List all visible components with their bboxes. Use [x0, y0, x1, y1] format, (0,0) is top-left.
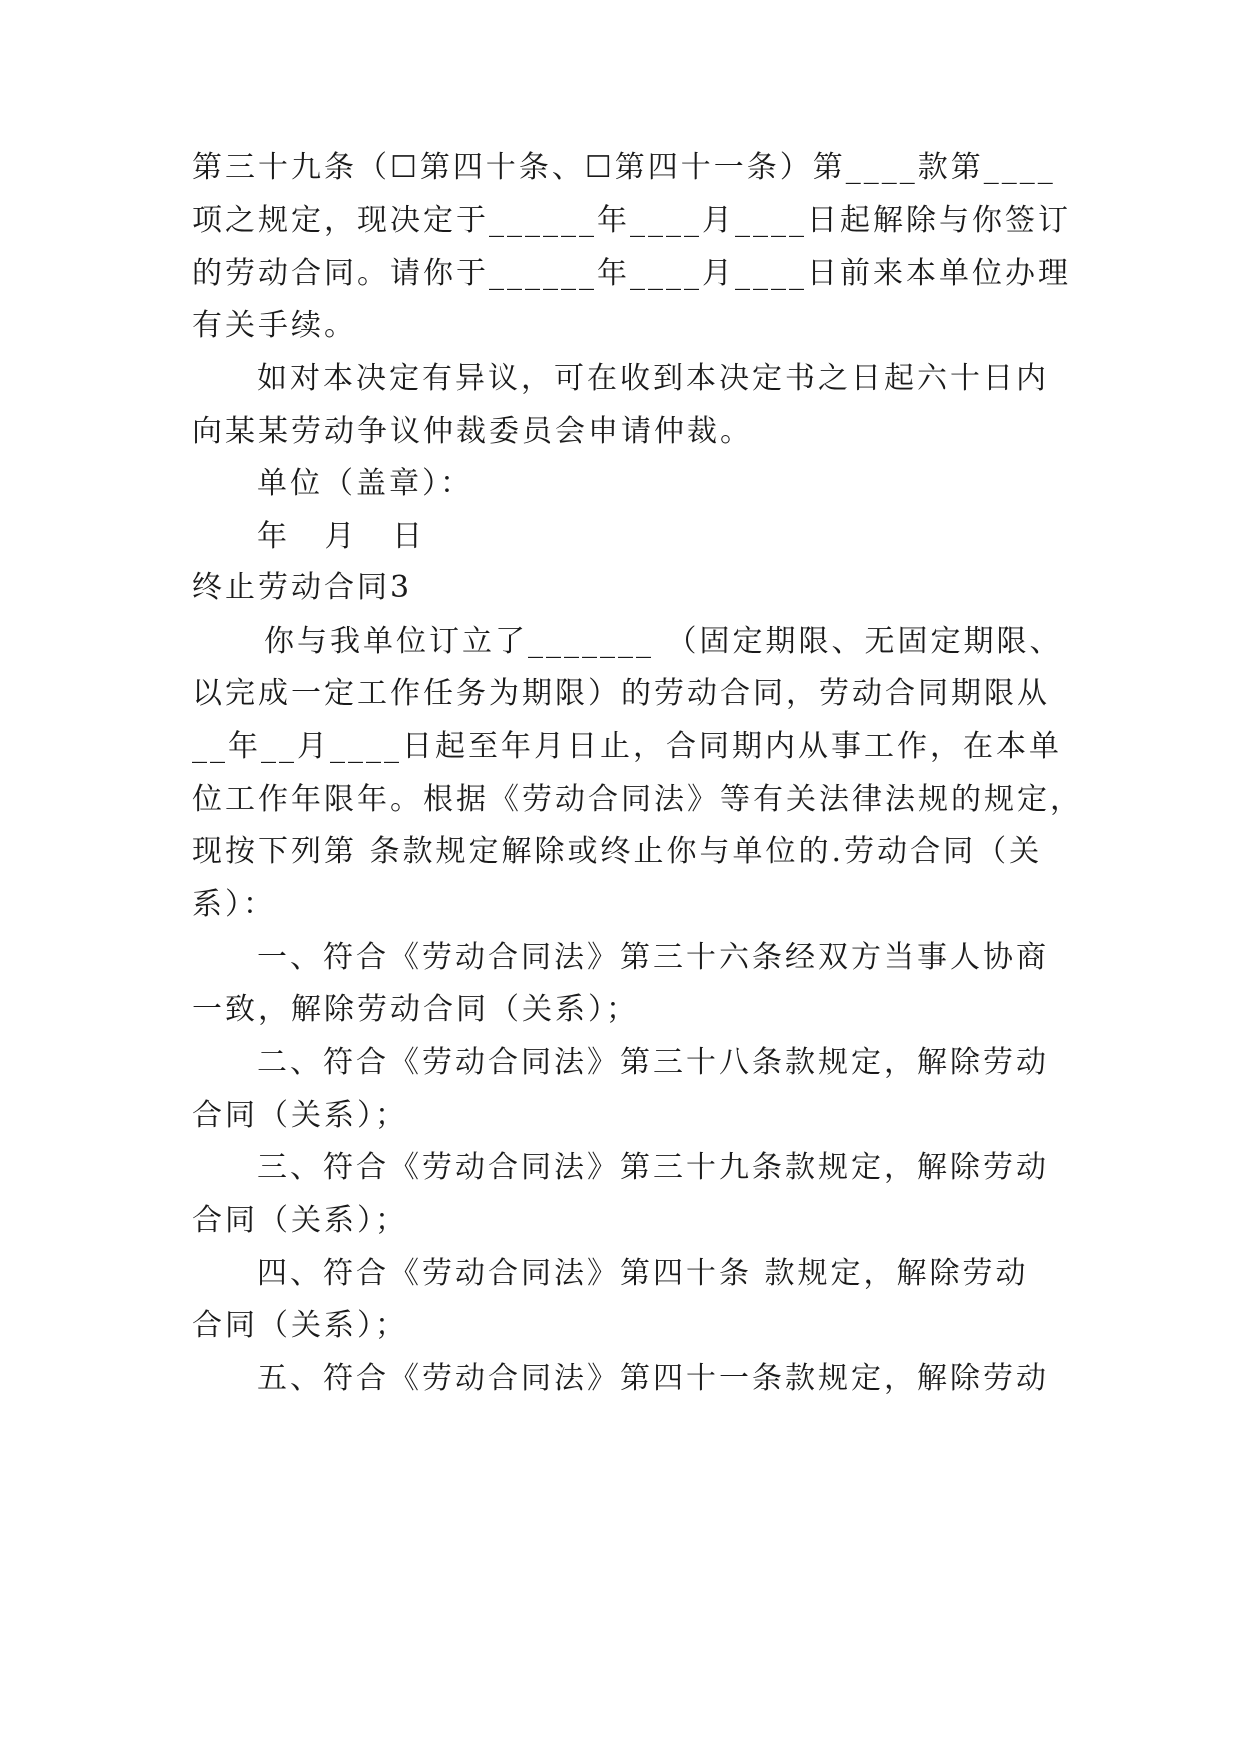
list-item: 三、符合《劳动合同法》第三十九条款规定，解除劳动	[257, 1150, 1049, 1185]
list-item: 二、符合《劳动合同法》第三十八条款规定，解除劳动	[257, 1045, 1049, 1080]
text-line: 项之规定，现决定于______年____月____日起解除与你签订	[192, 203, 1071, 238]
list-item: 四、符合《劳动合同法》第四十条 款规定，解除劳动	[257, 1256, 1029, 1291]
text-line: 有关手续。	[192, 308, 357, 343]
text-line: 合同（关系）；	[192, 1098, 408, 1133]
text-line: 你与我单位订立了_______ （固定期限、无固定期限、	[264, 624, 1063, 659]
text-line: 合同（关系）；	[192, 1203, 408, 1238]
text-line: 以完成一定工作任务为期限）的劳动合同，劳动合同期限从	[192, 676, 1050, 711]
text-line: 现按下列第 条款规定解除或终止你与单位的.劳动合同（关	[192, 834, 1043, 869]
list-item: 五、符合《劳动合同法》第四十一条款规定，解除劳动	[257, 1361, 1049, 1396]
text-line: 位工作年限年。根据《劳动合同法》等有关法律法规的规定，	[192, 782, 1083, 817]
text-line: 系）：	[192, 887, 276, 922]
text-line: 第三十九条（☐第四十条、☐第四十一条）第____款第____	[192, 150, 1056, 185]
signature-label: 单位（盖章）：	[257, 466, 473, 501]
text-line: 一致，解除劳动合同（关系）；	[192, 992, 639, 1027]
text-line: 的劳动合同。请你于______年____月____日前来本单位办理	[192, 256, 1071, 291]
date-placeholder: 年 月 日	[257, 519, 437, 554]
text-line: 合同（关系）；	[192, 1308, 408, 1343]
list-item: 一、符合《劳动合同法》第三十六条经双方当事人协商	[257, 940, 1049, 975]
text-line: 如对本决定有异议，可在收到本决定书之日起六十日内	[257, 361, 1049, 396]
text-line: __年__月____日起至年月日止，合同期内从事工作，在本单	[192, 729, 1062, 764]
section-heading: 终止劳动合同3	[192, 570, 413, 605]
text-line: 向某某劳动争议仲裁委员会申请仲裁。	[192, 414, 753, 449]
